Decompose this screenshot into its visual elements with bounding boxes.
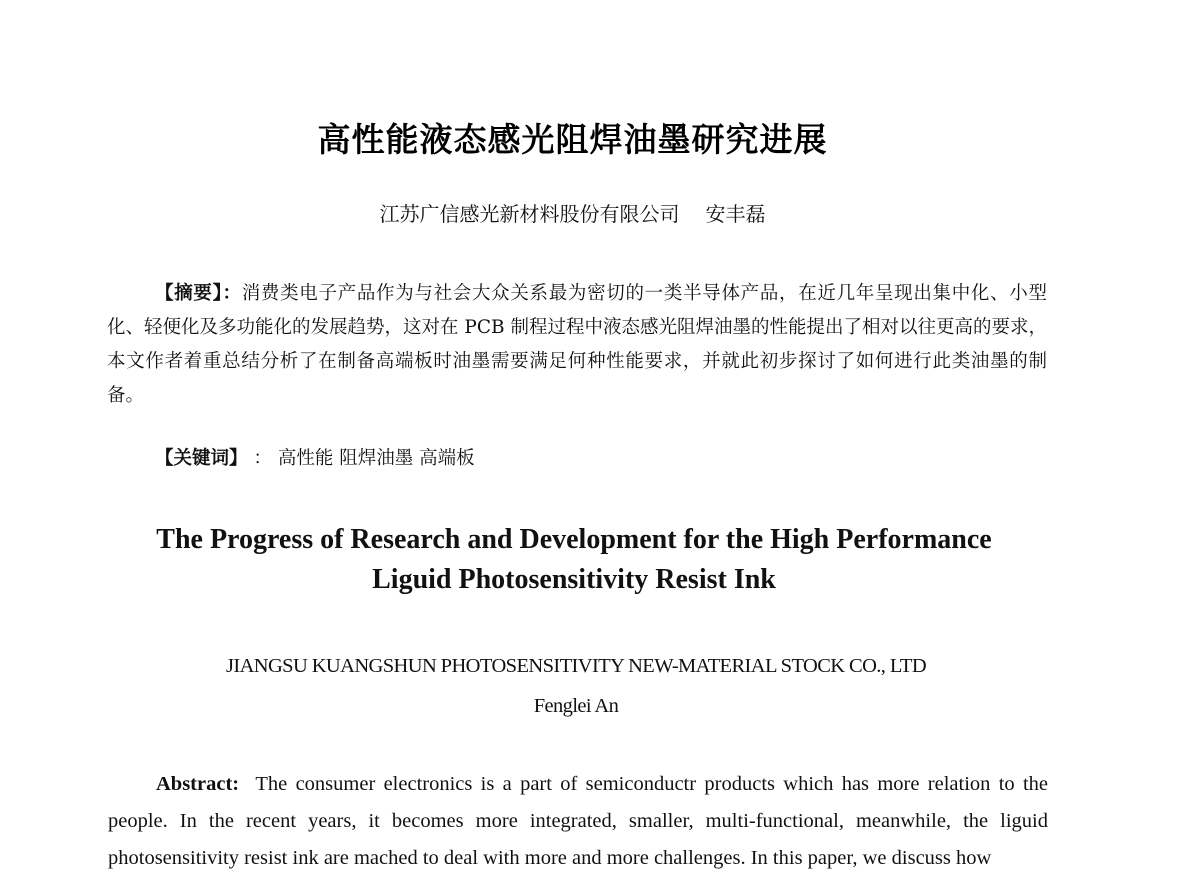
chinese-author-line xyxy=(0,198,1145,227)
english-abstract xyxy=(108,766,1048,877)
chinese-author-name: 安丰磊 xyxy=(705,202,766,226)
english-abstract-label: Abstract: xyxy=(156,773,240,795)
english-affiliation: JIANGSU KUANGSHUN PHOTOSENSITIVITY NEW-MATERIAL STOCK CO., LTD xyxy=(225,655,927,677)
chinese-keywords-label: 【关键词】 xyxy=(155,448,248,469)
chinese-author-org: 江苏广信感光新材料股份有限公司 xyxy=(379,202,680,226)
english-affiliation-block xyxy=(0,646,1152,726)
chinese-abstract-label: 【摘要】： xyxy=(155,283,242,304)
chinese-keywords-separator: ： xyxy=(253,448,272,469)
chinese-abstract-text: 消费类电子产品作为与社会大众关系最为密切的一类半导体产品，在近几年呈现出集中化、小型化、轻便化及多功能化的发展趋势，这对在 PCB 制程过程中液态感光阻焊油墨的性能提出了相对以往更高的要求，本文作者着重总结分析了在制备高端板时油墨需要满足何种性能要求，并就此初步探讨了如何进行此类油墨的制备。 xyxy=(107,283,1047,406)
chinese-keywords-text: 高性能 阻焊油墨 高端板 xyxy=(277,448,475,469)
english-title xyxy=(0,520,1148,600)
chinese-abstract xyxy=(107,277,1047,413)
english-abstract-text: The consumer electronics is a part of semiconductr products which has more relation to the people. In the recent years, it becomes more integrated, smaller, multi-functional, meanwhile, the liguid photosensitivity resist ink are mached to deal with more and more challenges. In this paper, we discuss how xyxy=(108,773,1048,869)
english-title-line-2: Liguid Photosensitivity Resist Ink xyxy=(372,564,776,595)
english-author: Fenglei An xyxy=(533,695,619,717)
chinese-keywords xyxy=(155,444,475,474)
english-title-line-1: The Progress of Research and Development for the High Performance xyxy=(156,524,992,555)
chinese-title: 高性能液态感光阻焊油墨研究进展 xyxy=(317,120,828,159)
